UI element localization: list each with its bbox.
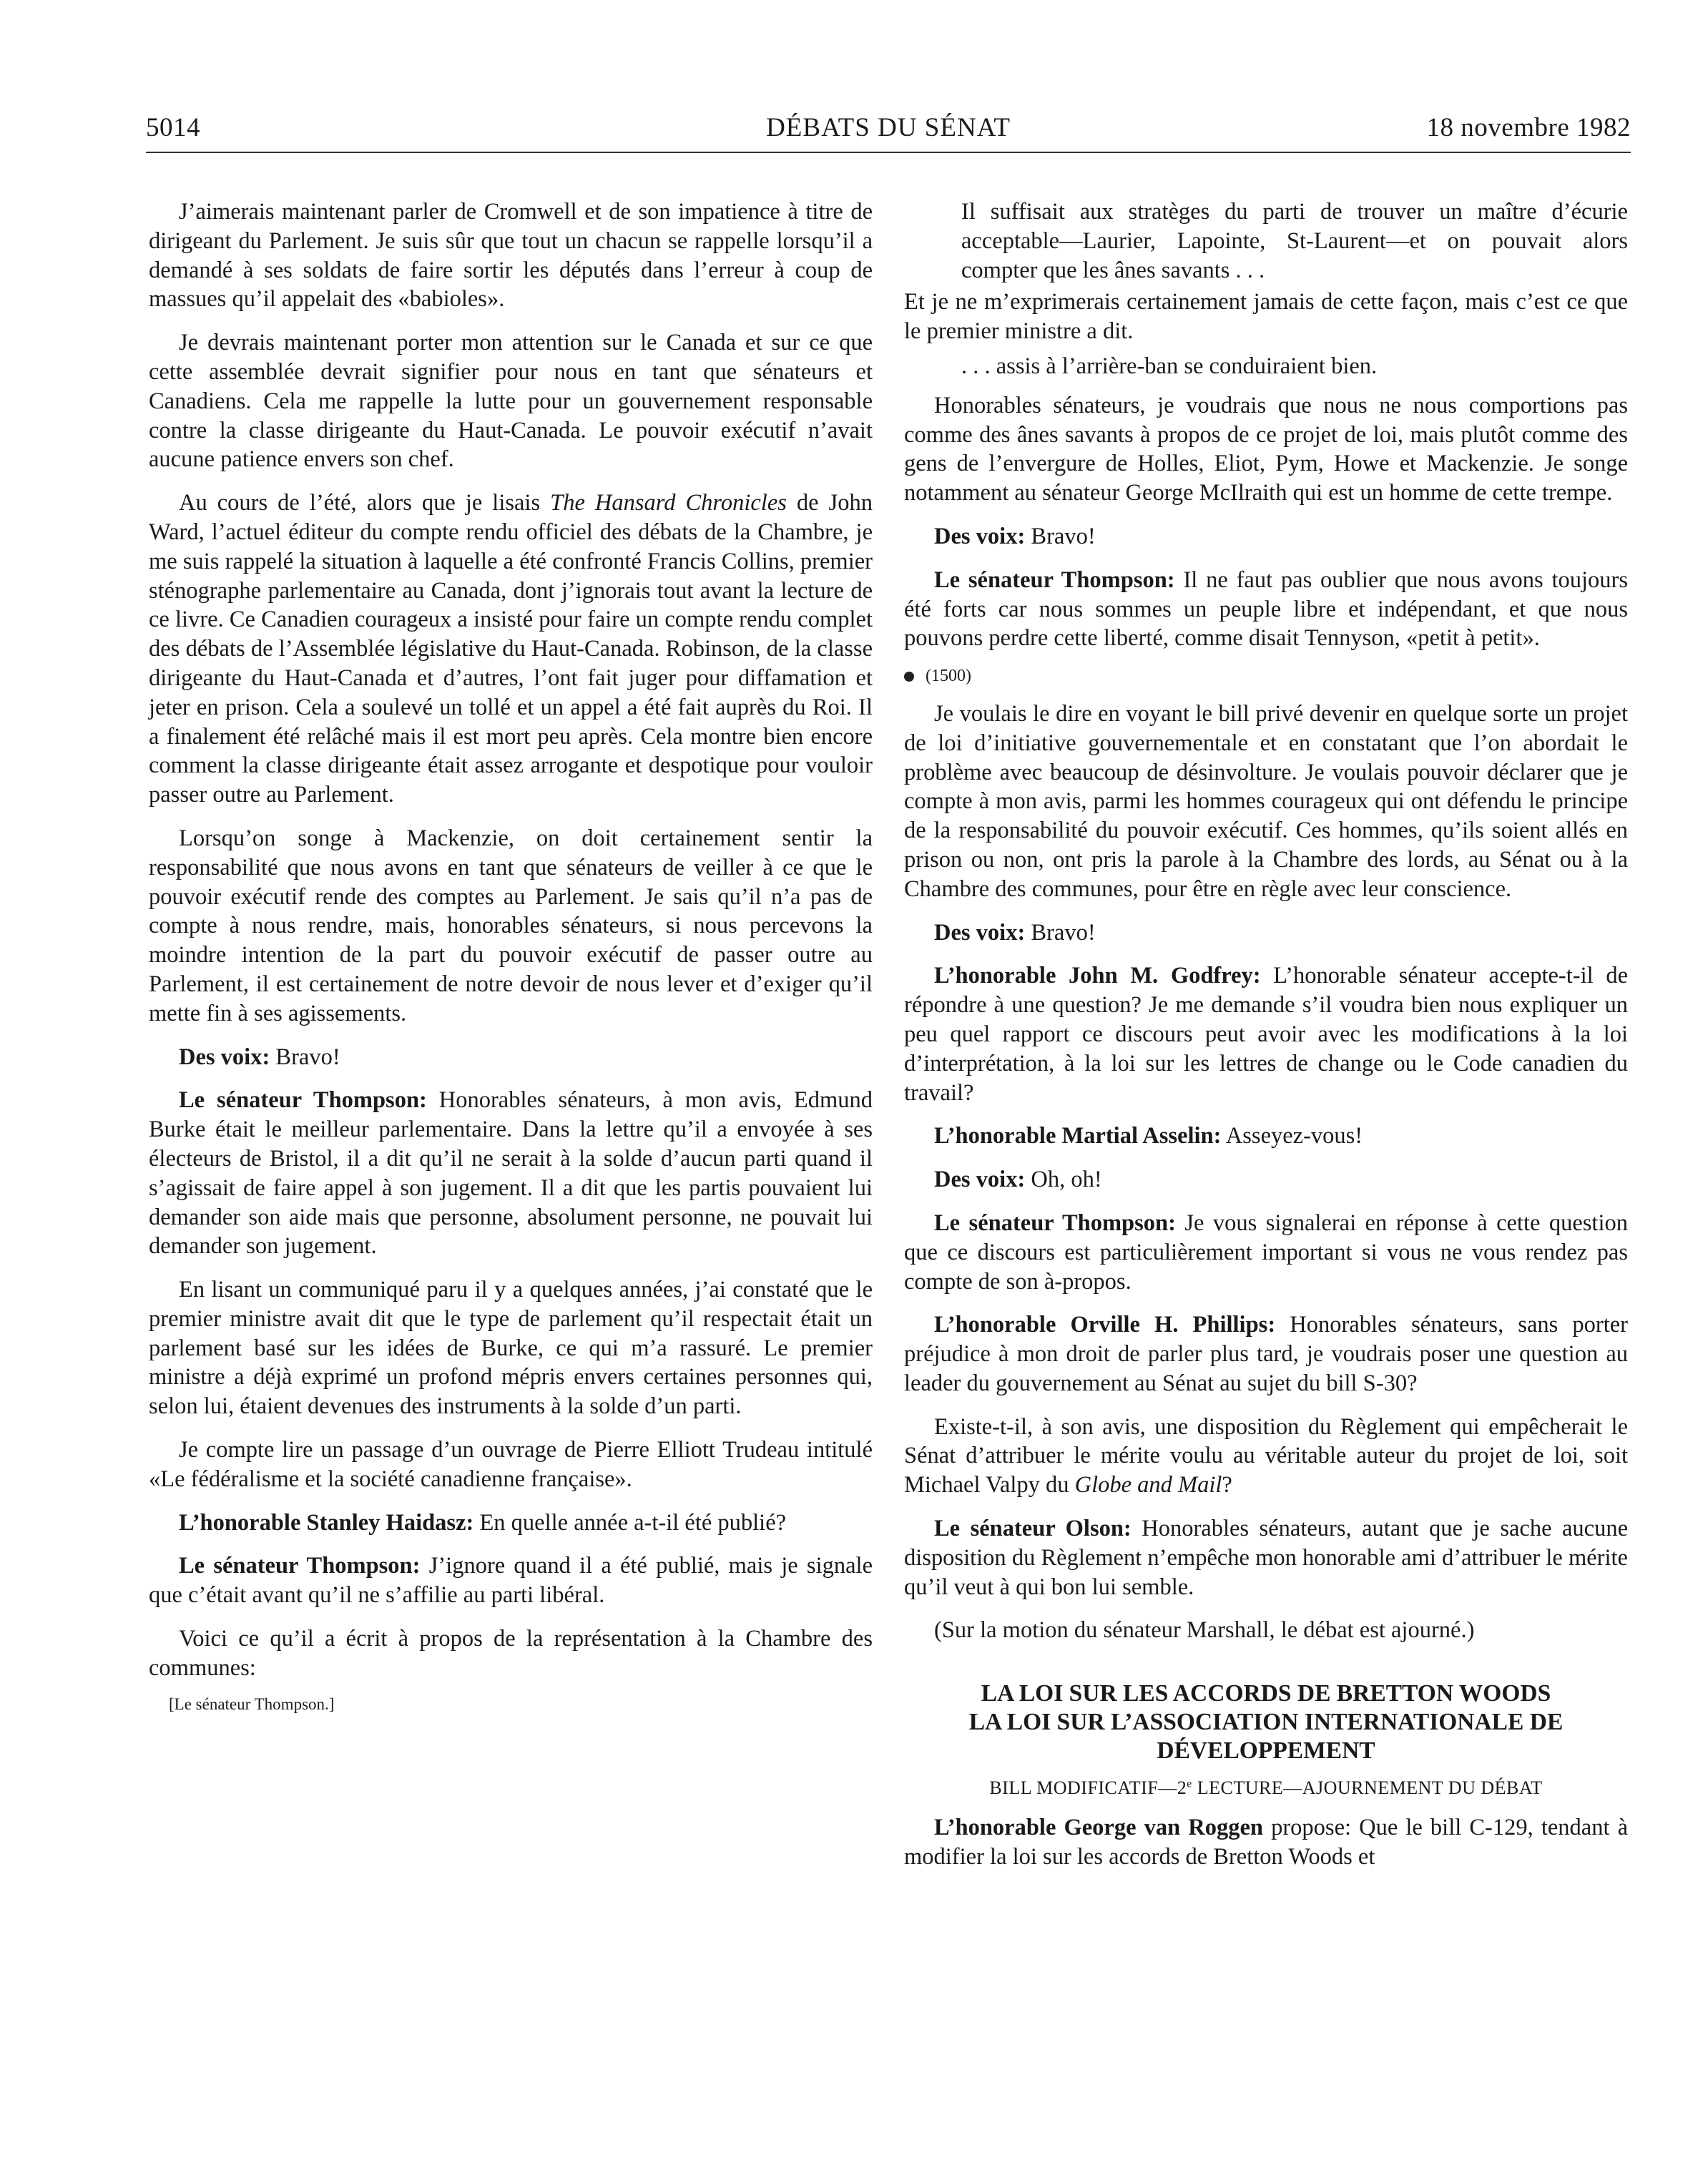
speaker-paragraph: L’honorable Orville H. Phillips: Honorables sénateurs, sans porter préjudice à mon droit de parler plus tard, je voudrais poser une question au leader du gouvernement au Sénat au sujet du bill S-30? <box>904 1312 1628 1396</box>
paragraph: Existe-t-il, à son avis, une disposition du Règlement qui empêcherait le Sénat d’attribuer le mérite voulu au véritable auteur du projet de loi, soit Michael Valpy du Globe and Mail? <box>904 1413 1628 1498</box>
speaker-paragraph: Le sénateur Thompson: J’ignore quand il a été publié, mais je signale que c’était avant qu’il ne s’affilie au parti libéral. <box>149 1553 873 1609</box>
speaker-paragraph: Des voix: Bravo! <box>934 919 1096 946</box>
speaker-paragraph: Des voix: Bravo! <box>934 523 1096 549</box>
paragraph: Voici ce qu’il a écrit à propos de la représentation à la Chambre des communes: <box>149 1626 873 1681</box>
book-title: The Hansard Chronicles <box>550 490 787 516</box>
speaker-name: L’honorable John M. Godfrey: <box>934 963 1261 989</box>
page-date: 18 novembre 1982 <box>1426 113 1631 142</box>
speaker-name: Le sénateur Thompson: <box>934 566 1175 593</box>
paragraph: J’aimerais maintenant parler de Cromwell et de son impatience à titre de dirigeant du Parlement. Je suis sûr que tout un chacun se rappelle lorsqu’il a demandé à ses soldats de faire sortir les députés dans l’erreur à coup de massues qu’il appelait des «babioles». <box>149 199 873 313</box>
paragraph: Lorsqu’on songe à Mackenzie, on doit certainement sentir la responsabilité que nous avons en tant que sénateurs de veiller à ce que le pouvoir exécutif rende des comptes au Parlement. Je sais qu’il n’a pas de compte à nous rendre, mais, honorables sénateurs, si nous percevons la moindre intention de la part du pouvoir exécutif de passer outre au Parlement, il est certainement de notre devoir de nous lever et d’exiger qu’il mette fin à ses agissements. <box>149 825 873 1026</box>
newspaper-title: Globe and Mail <box>1074 1472 1222 1498</box>
time-marker-label: (1500) <box>926 667 971 686</box>
speaker-paragraph: Le sénateur Olson: Honorables sénateurs, autant que je sache aucune disposition du Règlement n’empêche mon honorable ami d’attribuer le mérite qu’il veut à qui bon lui semble. <box>904 1516 1629 1600</box>
speaker-name: Le sénateur Thompson: <box>179 1087 427 1114</box>
speaker-name: Le sénateur Olson: <box>934 1516 1132 1542</box>
speaker-paragraph: L’honorable John M. Godfrey: L’honorable sénateur accepte-t-il de répondre à une question? Je me demande s’il voudra bien nous expliquer un peu quel rapport ce discours peut avoir avec les modifications à la loi d’interprétation, à la loi sur les lettres de change ou le Code canadien du travail? <box>904 963 1628 1106</box>
paragraph: Honorables sénateurs, je voudrais que nous ne nous comportions pas comme des ânes savants à propos de ce projet de loi, mais plutôt comme des gens de l’envergure de Holles, Eliot, Pym, Howe et Mackenzie. Je songe notamment au sénateur George McIlraith qui est un homme de cette trempe. <box>904 392 1628 506</box>
speaker-name: Des voix: <box>934 523 1026 549</box>
page-header <box>146 109 1631 153</box>
block-quote: Il suffisait aux stratèges du parti de trouver un maître d’écurie acceptable—Laurier, Lapointe, St-Laurent—et on pouvait alors compter que les ânes savants . . . <box>961 199 1628 283</box>
speaker-paragraph: Des voix: Bravo! <box>179 1044 340 1070</box>
block-quote: . . . assis à l’arrière-ban se conduiraient bien. <box>961 353 1378 379</box>
speaker-name: Le sénateur Thompson: <box>934 1210 1176 1236</box>
speaker-name: L’honorable Stanley Haidasz: <box>179 1509 474 1536</box>
speaker-paragraph: L’honorable Stanley Haidasz: En quelle année a-t-il été publié? <box>179 1509 787 1536</box>
left-column <box>149 197 873 1719</box>
speaker-name: Des voix: <box>934 919 1026 946</box>
procedural-note: (Sur la motion du sénateur Marshall, le débat est ajourné.) <box>934 1617 1475 1644</box>
speaker-paragraph: Le sénateur Thompson: Je vous signalerai en réponse à cette question que ce discours est particulièrement important si vous ne vous rendez pas compte de son à-propos. <box>904 1210 1628 1295</box>
speaker-paragraph: L’honorable Martial Asselin: Asseyez-vous! <box>934 1123 1363 1149</box>
speaker-name: Des voix: <box>179 1044 270 1070</box>
page-number: 5014 <box>146 113 200 142</box>
section-heading: LA LOI SUR LES ACCORDS DE BRETTON WOODS LA LOI SUR L’ASSOCIATION INTERNATIONALE DE DÉVELOPPEMENT <box>968 1680 1564 1765</box>
section-subheading: BILL MODIFICATIF—2e LECTURE—AJOURNEMENT DU DÉBAT <box>989 1777 1543 1799</box>
speaker-name: Le sénateur Thompson: <box>179 1553 421 1579</box>
speaker-name: L’honorable Martial Asselin: <box>934 1123 1222 1149</box>
bullet-icon <box>904 672 914 682</box>
paragraph: Je compte lire un passage d’un ouvrage de Pierre Elliott Trudeau intitulé «Le fédéralisme et la société canadienne française». <box>149 1437 873 1492</box>
time-marker <box>904 662 1628 691</box>
speaker-paragraph: L’honorable George van Roggen propose: Que le bill C-129, tendant à modifier la loi sur les accords de Bretton Woods et <box>904 1815 1628 1870</box>
paragraph: Et je ne m’exprimerais certainement jamais de cette façon, mais c’est ce que le premier ministre a dit. <box>904 289 1628 345</box>
speaker-name: L’honorable George van Roggen <box>934 1815 1264 1841</box>
speaker-paragraph: Des voix: Oh, oh! <box>934 1167 1102 1193</box>
publication-title: DÉBATS DU SÉNAT <box>766 113 1011 142</box>
paragraph: En lisant un communiqué paru il y a quelques années, j’ai constaté que le premier ministre avait dit que le type de parlement qu’il respectait était un parlement basé sur les idées de Burke, ce qui m’a rassuré. Le premier ministre a déjà exprimé un profond mépris envers certaines personnes qui, selon lui, étaient devenues des instruments à la solde d’un parti. <box>149 1277 873 1420</box>
speaker-name: L’honorable Orville H. Phillips: <box>934 1312 1276 1338</box>
speaker-paragraph: Le sénateur Thompson: Il ne faut pas oublier que nous avons toujours été forts car nous sommes un peuple libre et indépendant, et que nous pouvons perdre cette liberté, comme disait Tennyson, «petit à petit». <box>904 566 1628 652</box>
speaker-paragraph: Le sénateur Thompson: Honorables sénateurs, à mon avis, Edmund Burke était le meilleur parlementaire. Dans la lettre qu’il a envoyée à ses électeurs de Bristol, il a dit qu’il ne serait à la solde d’aucun parti quand il s’agissait de faire appel à son jugement. Il a dit que les partis pouvaient lui demander son aide mais que personne, absolument personne, ne pouvait lui demander son jugement. <box>149 1087 873 1260</box>
speaker-name: Des voix: <box>934 1167 1026 1193</box>
paragraph: Je voulais le dire en voyant le bill privé devenir en quelque sorte un projet de loi d’initiative gouvernementale et en constatant que l’on abordait le problème avec beaucoup de désinvolture. Je voulais pouvoir déclarer que je compte à mon avis, parmi les hommes courageux qui ont défendu le principe de la responsabilité du pouvoir exécutif. Ces hommes, qu’ils soient allés en prison ou non, ont pris la parole à la Chambre des lords, au Sénat ou à la Chambre des communes, pour être en règle avec leur conscience. <box>904 700 1628 902</box>
right-column <box>904 197 1628 1886</box>
speaker-footnote: [Le sénateur Thompson.] <box>169 1694 335 1713</box>
paragraph: Au cours de l’été, alors que je lisais The Hansard Chronicles de John Ward, l’actuel éditeur du compte rendu officiel des débats de la Chambre, je me suis rappelé la situation à laquelle a été confronté Francis Collins, premier sténographe parlementaire au Canada, dont j’ignorais tout avant la lecture de ce livre. Ce Canadien courageux a insisté pour faire un compte rendu complet des débats de l’Assemblée législative du Haut-Canada. Robinson, de la classe dirigeante du Haut-Canada et d’autres, l’ont fait juger pour diffamation et jeter en prison. Cela a soulevé un tollé et un appel a été fait auprès du Roi. Il a finalement été relâché mais il est mort peu après. Cela montre bien encore comment la classe dirigeante était assez arrogante et despotique pour vouloir passer outre au Parlement. <box>149 490 873 808</box>
paragraph: Je devrais maintenant porter mon attention sur le Canada et sur ce que cette assemblée devrait signifier pour nous en tant que sénateurs et Canadiens. Cela me rappelle la lutte pour un gouvernement responsable contre la classe dirigeante du Haut-Canada. Le pouvoir exécutif n’avait aucune patience envers son chef. <box>149 330 873 473</box>
